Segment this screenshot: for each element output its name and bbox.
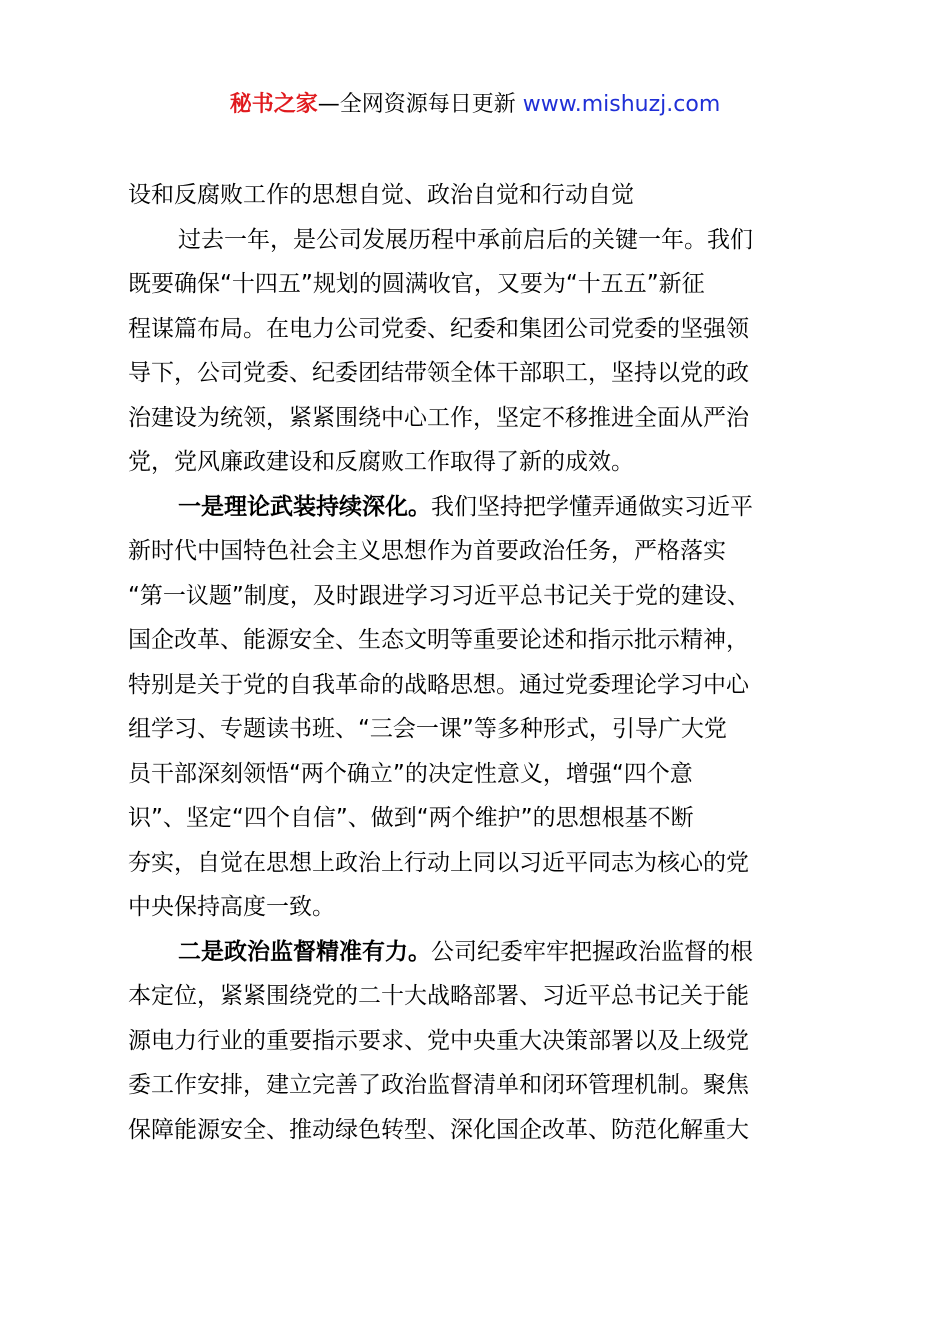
section-heading: 二是政治监督精准有力。 [178,938,431,965]
text-line: 新时代中国特色社会主义思想作为首要政治任务，严格落实 [128,538,726,564]
text-line: 国企改革、能源安全、生态文明等重要论述和指示批示精神， [128,627,749,653]
text-line: 导下，公司党委、纪委团结带领全体干部职工，坚持以党的政 [128,360,749,386]
text-line: 本定位，紧紧围绕党的二十大战略部署、习近平总书记关于能 [128,983,749,1009]
text-line: 源电力行业的重要指示要求、党中央重大决策部署以及上级党 [128,1027,749,1054]
header-tagline: —全网资源每日更新 [317,92,523,117]
text-line: 委工作安排，建立完善了政治监督清单和闭环管理机制。聚焦 [128,1072,749,1098]
document-body [128,173,830,1152]
text-line: 员干部深刻领悟“两个确立”的决定性意义，增强“四个意 [128,760,693,787]
text-line: 组学习、专题读书班、“三会一课”等多种形式，引导广大党 [128,716,727,742]
section-heading: 一是理论武装持续深化。 [178,493,431,520]
text-line: 特别是关于党的自我革命的战略思想。通过党委理论学习中心 [128,671,749,698]
text-line: 中央保持高度一致。 [128,894,335,920]
brand-name: 秘书之家 [229,92,318,117]
text-line: 程谋篇布局。在电力公司党委、纪委和集团公司党委的坚强领 [128,315,749,342]
text-line: 既要确保“十四五”规划的圆满收官，又要为“十五五”新征 [128,271,705,297]
text-line: 识”、坚定“四个自信”、做到“两个维护”的思想根基不断 [128,805,694,831]
text-line: 党，党风廉政建设和反腐败工作取得了新的成效。 [128,449,634,475]
text-line: “第一议题”制度，及时跟进学习习近平总书记关于党的建设、 [128,582,750,609]
text-line: 夯实，自觉在思想上政治上行动上同以习近平同志为核心的党 [128,849,749,876]
page-header [0,90,950,120]
paragraph-start-line: 一是理论武装持续深化。我们坚持把学懂弄通做实习近平 [178,493,753,520]
text-line: 保障能源安全、推动绿色转型、深化国企改革、防范化解重大 [128,1116,749,1143]
site-url-link[interactable]: www.mishuzj.com [522,92,721,117]
text-line: 治建设为统领，紧紧围绕中心工作，坚定不移推进全面从严治 [128,404,749,431]
text-line: 设和反腐败工作的思想自觉、政治自觉和行动自觉 [128,182,634,208]
paragraph-start-line: 二是政治监督精准有力。公司纪委牢牢把握政治监督的根 [178,938,753,965]
paragraph-start-line: 过去一年，是公司发展历程中承前启后的关键一年。我们 [178,226,753,253]
